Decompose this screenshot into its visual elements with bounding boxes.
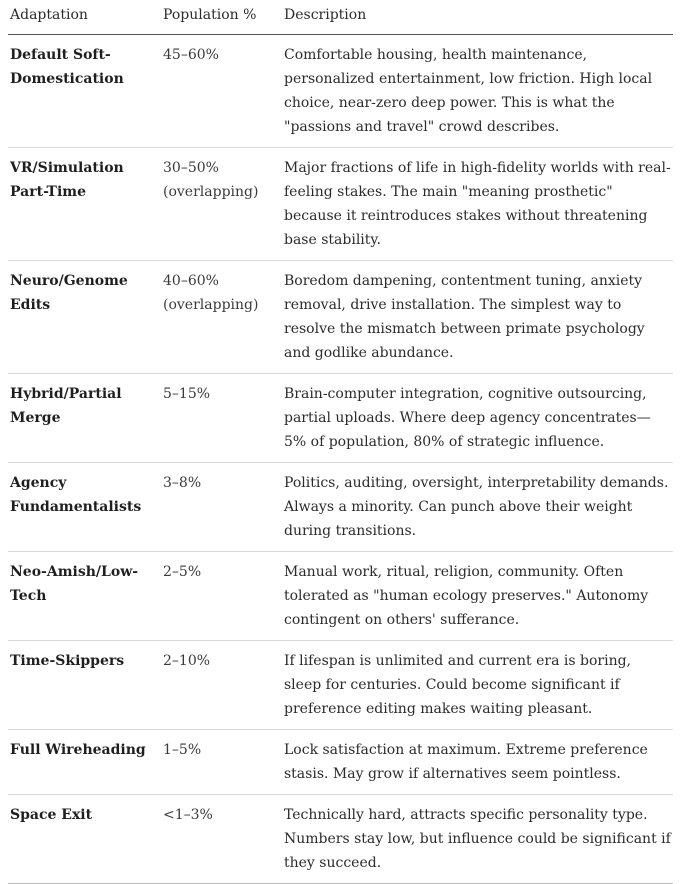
row-description: Technically hard, attracts specific personality type. Numbers stay low, but influence could be significant if they succeed. bbox=[282, 795, 673, 884]
table-row bbox=[8, 35, 673, 148]
row-adaptation: Default Soft-Domestication bbox=[8, 35, 161, 148]
table-row bbox=[8, 730, 673, 795]
row-population: 1–5% bbox=[161, 730, 282, 795]
header-row bbox=[8, 0, 673, 35]
row-adaptation: Agency Fundamentalists bbox=[8, 463, 161, 552]
header-description: Description bbox=[282, 0, 673, 35]
table-row bbox=[8, 148, 673, 261]
table-body bbox=[8, 35, 673, 884]
row-description: Boredom dampening, contentment tuning, anxiety removal, drive installation. The simplest way to resolve the mismatch between primate psychology and godlike abundance. bbox=[282, 261, 673, 374]
row-population: 3–8% bbox=[161, 463, 282, 552]
row-description: If lifespan is unlimited and current era is boring, sleep for centuries. Could become significant if preference editing makes waiting pleasant. bbox=[282, 641, 673, 730]
row-adaptation: Hybrid/Partial Merge bbox=[8, 374, 161, 463]
row-description: Lock satisfaction at maximum. Extreme preference stasis. May grow if alternatives seem pointless. bbox=[282, 730, 673, 795]
table-row bbox=[8, 641, 673, 730]
row-adaptation: Space Exit bbox=[8, 795, 161, 884]
table-row bbox=[8, 552, 673, 641]
table-row bbox=[8, 463, 673, 552]
table-header bbox=[8, 0, 673, 35]
adaptations-table bbox=[8, 0, 673, 884]
row-description: Manual work, ritual, religion, community. Often tolerated as "human ecology preserves." Autonomy contingent on others' sufferance. bbox=[282, 552, 673, 641]
row-description: Comfortable housing, health maintenance, personalized entertainment, low friction. High local choice, near-zero deep power. This is what the "passions and travel" crowd describes. bbox=[282, 35, 673, 148]
row-adaptation: Time-Skippers bbox=[8, 641, 161, 730]
row-population: 5–15% bbox=[161, 374, 282, 463]
row-description: Politics, auditing, oversight, interpretability demands. Always a minority. Can punch above their weight during transitions. bbox=[282, 463, 673, 552]
row-population: 45–60% bbox=[161, 35, 282, 148]
header-adaptation: Adaptation bbox=[8, 0, 161, 35]
row-population: 2–10% bbox=[161, 641, 282, 730]
table-row bbox=[8, 261, 673, 374]
row-adaptation: Neo-Amish/Low-Tech bbox=[8, 552, 161, 641]
table-row bbox=[8, 374, 673, 463]
header-population: Population % bbox=[161, 0, 282, 35]
row-description: Major fractions of life in high-fidelity worlds with real-feeling stakes. The main "meaning prosthetic" because it reintroduces stakes without threatening base stability. bbox=[282, 148, 673, 261]
row-population: 2–5% bbox=[161, 552, 282, 641]
row-adaptation: Full Wireheading bbox=[8, 730, 161, 795]
row-adaptation: Neuro/Genome Edits bbox=[8, 261, 161, 374]
row-population: 40–60% (overlapping) bbox=[161, 261, 282, 374]
table-row bbox=[8, 795, 673, 884]
row-adaptation: VR/Simulation Part-Time bbox=[8, 148, 161, 261]
row-population: 30–50% (overlapping) bbox=[161, 148, 282, 261]
row-population: <1–3% bbox=[161, 795, 282, 884]
row-description: Brain-computer integration, cognitive outsourcing, partial uploads. Where deep agency concentrates—5% of population, 80% of strategic influence. bbox=[282, 374, 673, 463]
